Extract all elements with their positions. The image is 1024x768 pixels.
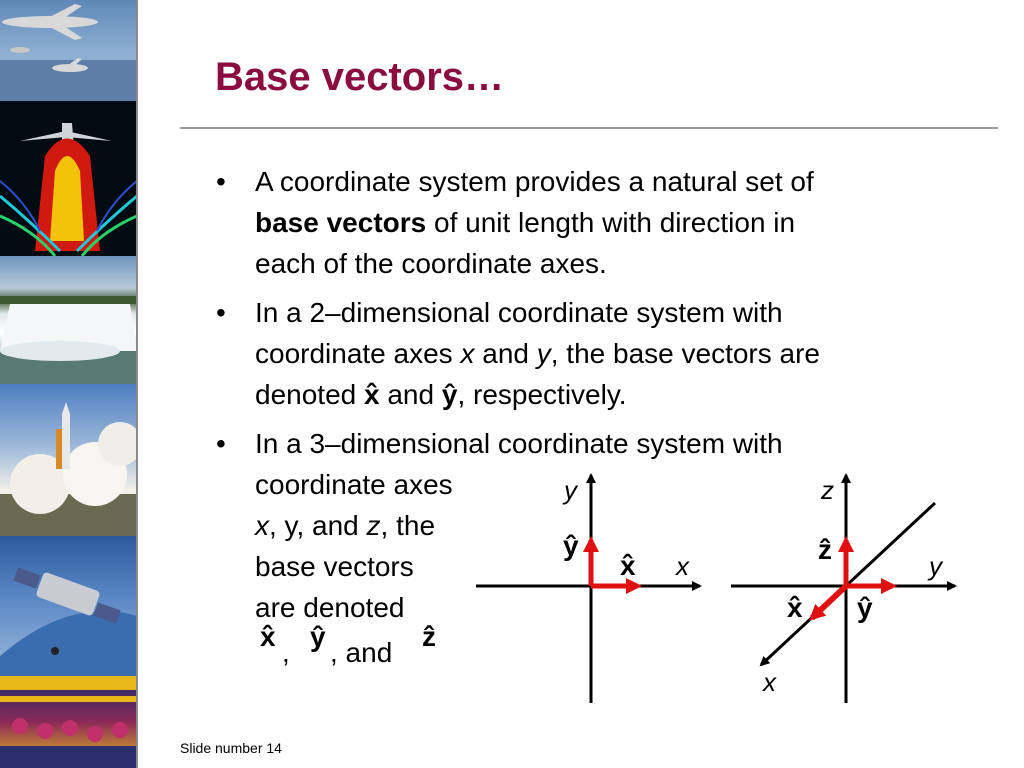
bullet-dot: • — [216, 166, 226, 197]
axis-x-symbol: x — [255, 510, 269, 541]
bullet-3-line-4: base vectors — [255, 551, 414, 582]
x-hat-symbol: x̂ — [364, 379, 380, 410]
slide-number: Slide number 14 — [180, 740, 282, 756]
text-segment: , the base vectors are — [550, 338, 821, 369]
text-segment: denoted — [255, 379, 364, 410]
bullet-1-line-2 — [255, 202, 795, 243]
text-segment: and — [379, 379, 442, 410]
bullet-1-line-1: A coordinate system provides a natural set of — [255, 166, 814, 197]
text-segment: , y, and — [269, 510, 367, 541]
shuttle-launch-photo — [0, 384, 137, 536]
axis-x-label: x — [763, 667, 776, 697]
z-hat-label: ẑ — [818, 534, 832, 565]
bullet-2-line-1: In a 2–dimensional coordinate system with — [255, 297, 783, 328]
cfd-jet-photo — [0, 101, 137, 256]
diagram-2d — [470, 465, 710, 705]
bullet-3-line-5: are denoted — [255, 592, 405, 623]
aircraft-photo — [0, 0, 137, 101]
and-separator: , and — [330, 637, 393, 668]
photo-strip — [0, 0, 137, 768]
axis-x-label: x — [676, 551, 689, 581]
x-hat-symbol: x̂ — [260, 621, 276, 652]
x-hat-vector — [812, 586, 846, 618]
axis-z-symbol: z — [366, 510, 381, 541]
title-rule — [180, 127, 998, 129]
text-segment: coordinate axes — [255, 338, 461, 369]
text-segment: , respectively. — [457, 379, 627, 410]
axis-y-symbol: y — [536, 338, 551, 369]
waterfall-photo — [0, 256, 137, 384]
bullet-dot: • — [216, 297, 226, 328]
bullet-1-line-3: each of the coordinate axes. — [255, 248, 607, 279]
diagram-3d — [725, 465, 965, 705]
bullet-dot: • — [216, 428, 226, 459]
x-hat-label: x̂ — [620, 550, 636, 581]
y-hat-symbol: ŷ — [441, 379, 458, 410]
text-segment: and — [474, 338, 537, 369]
bullet-2-line-3 — [255, 374, 627, 415]
strip-divider — [136, 0, 138, 768]
axis-y-label: y — [564, 475, 577, 505]
bullet-2-line-2 — [255, 333, 820, 374]
roller-coaster-photo — [0, 676, 137, 768]
text-segment: , the — [380, 510, 436, 541]
bullet-1-line-2-rest: of unit length with direction in — [426, 207, 796, 238]
x-hat-label: x̂ — [787, 592, 803, 623]
y-hat-label: ŷ — [563, 530, 579, 561]
comma-separator: , — [282, 637, 290, 668]
bullet-3-line-2: coordinate axes — [255, 469, 453, 500]
axis-z-label: z — [821, 475, 834, 505]
bullet-3-line-3 — [255, 505, 435, 546]
y-hat-symbol: ŷ — [310, 621, 326, 652]
y-hat-label: ŷ — [857, 592, 873, 623]
z-hat-symbol: ẑ — [422, 621, 436, 652]
bullet-3-line-1: In a 3–dimensional coordinate system with — [255, 428, 783, 459]
axis-y-label: y — [929, 551, 942, 581]
axis-x-symbol: x — [460, 338, 475, 369]
hubble-telescope-photo — [0, 536, 137, 676]
slide-title: Base vectors… — [215, 55, 505, 99]
base-vectors-term: base vectors — [255, 207, 427, 238]
